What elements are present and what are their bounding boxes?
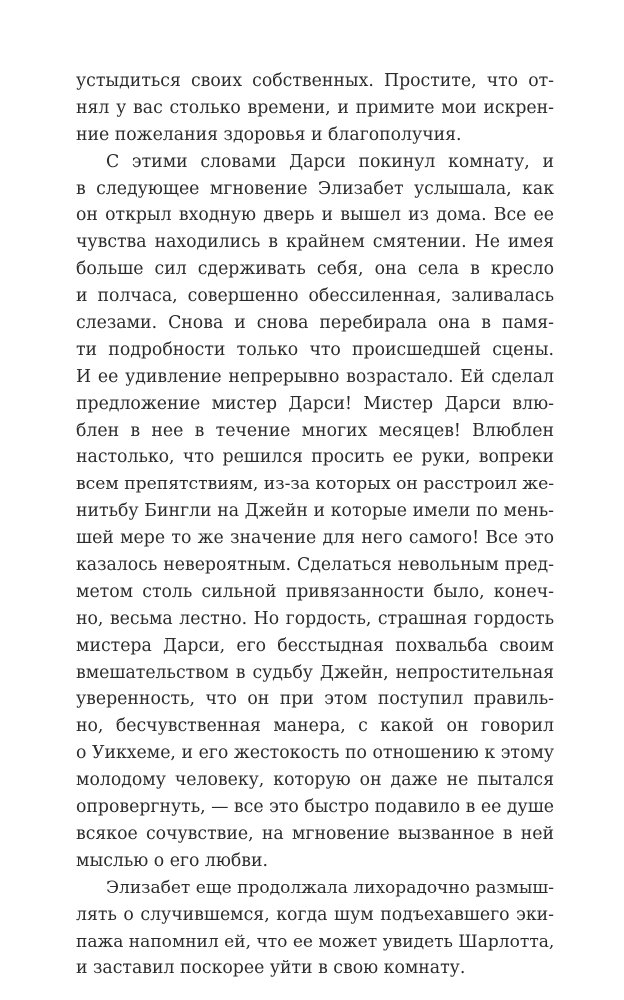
text-line: о Уикхеме, и его жестокость по отношению к этому — [76, 743, 554, 764]
text-line: пажа напомнил ей, что ее может увидеть Шарлотта, — [76, 931, 555, 952]
text-line: настолько, что решился просить ее руки, вопреки — [76, 447, 554, 468]
text-line: лять о случившемся, когда шум подъехавшего эки- — [76, 904, 554, 925]
text-line: И ее удивление непрерывно возрастало. Ей сделал — [76, 366, 554, 387]
text-line: Элизабет еще продолжала лихорадочно размыш- — [106, 877, 554, 898]
text-line: всем препятствиям, из-за которых он расстроил же- — [76, 474, 555, 495]
text-line: устыдиться своих собственных. Простите, что от- — [76, 71, 554, 91]
paragraph — [76, 68, 554, 149]
text-line: блен в нее в течение многих месяцев! Влюблен — [76, 420, 554, 441]
text-line: в следующее мгновение Элизабет услышала, как — [76, 178, 554, 199]
text-line: но, весьма лестно. Но гордость, страшная гордость — [76, 608, 554, 629]
paragraph — [76, 875, 554, 983]
paragraph — [76, 149, 554, 875]
text-line: казалось невероятным. Сделаться невольным пред- — [76, 555, 554, 576]
text-line: вмешательством в судьбу Джейн, непростительная — [76, 662, 554, 683]
text-line: С этими словами Дарси покинул комнату, и — [106, 151, 554, 172]
text-line: мыслью о его любви. — [76, 850, 269, 871]
text-line: шей мере то же значение для него самого! Все это — [76, 528, 554, 549]
text-line: опровергнуть, — все это быстро подавило в ее душе — [76, 797, 554, 818]
text-line: и полчаса, совершенно обессиленная, заливалась — [76, 286, 554, 307]
text-line: слезами. Снова и снова перебирала она в памя- — [76, 313, 554, 334]
text-line: уверенность, что он при этом поступил правиль- — [76, 689, 554, 710]
text-line: всякое сочувствие, на мгновение вызванное в ней — [76, 823, 554, 844]
text-line: молодому человеку, которую он даже не пытался — [76, 770, 554, 791]
text-line: больше сил сдерживать себя, она села в кресло — [76, 259, 554, 280]
text-line: ние пожелания здоровья и благополучия. — [76, 124, 462, 145]
text-line: нитьбу Бингли на Джейн и которые имели по мень- — [76, 501, 554, 522]
text-line: но, бесчувственная манера, с какой он говорил — [76, 716, 554, 737]
text-line: он открыл входную дверь и вышел из дома. Все ее — [76, 205, 554, 226]
text-line: и заставил поскорее уйти в свою комнату. — [76, 958, 466, 979]
body-text — [76, 68, 554, 982]
text-line: ти подробности только что происшедшей сцены. — [76, 339, 554, 360]
text-line: метом столь сильной привязанности было, конеч- — [76, 581, 554, 602]
text-line: чувства находились в крайнем смятении. Не имея — [76, 232, 554, 253]
text-line: нял у вас столько времени, и примите мои искрен- — [76, 97, 554, 118]
text-line: предложение мистер Дарси! Мистер Дарси влю- — [76, 393, 554, 414]
text-line: мистера Дарси, его бесстыдная похвальба своим — [76, 635, 554, 656]
